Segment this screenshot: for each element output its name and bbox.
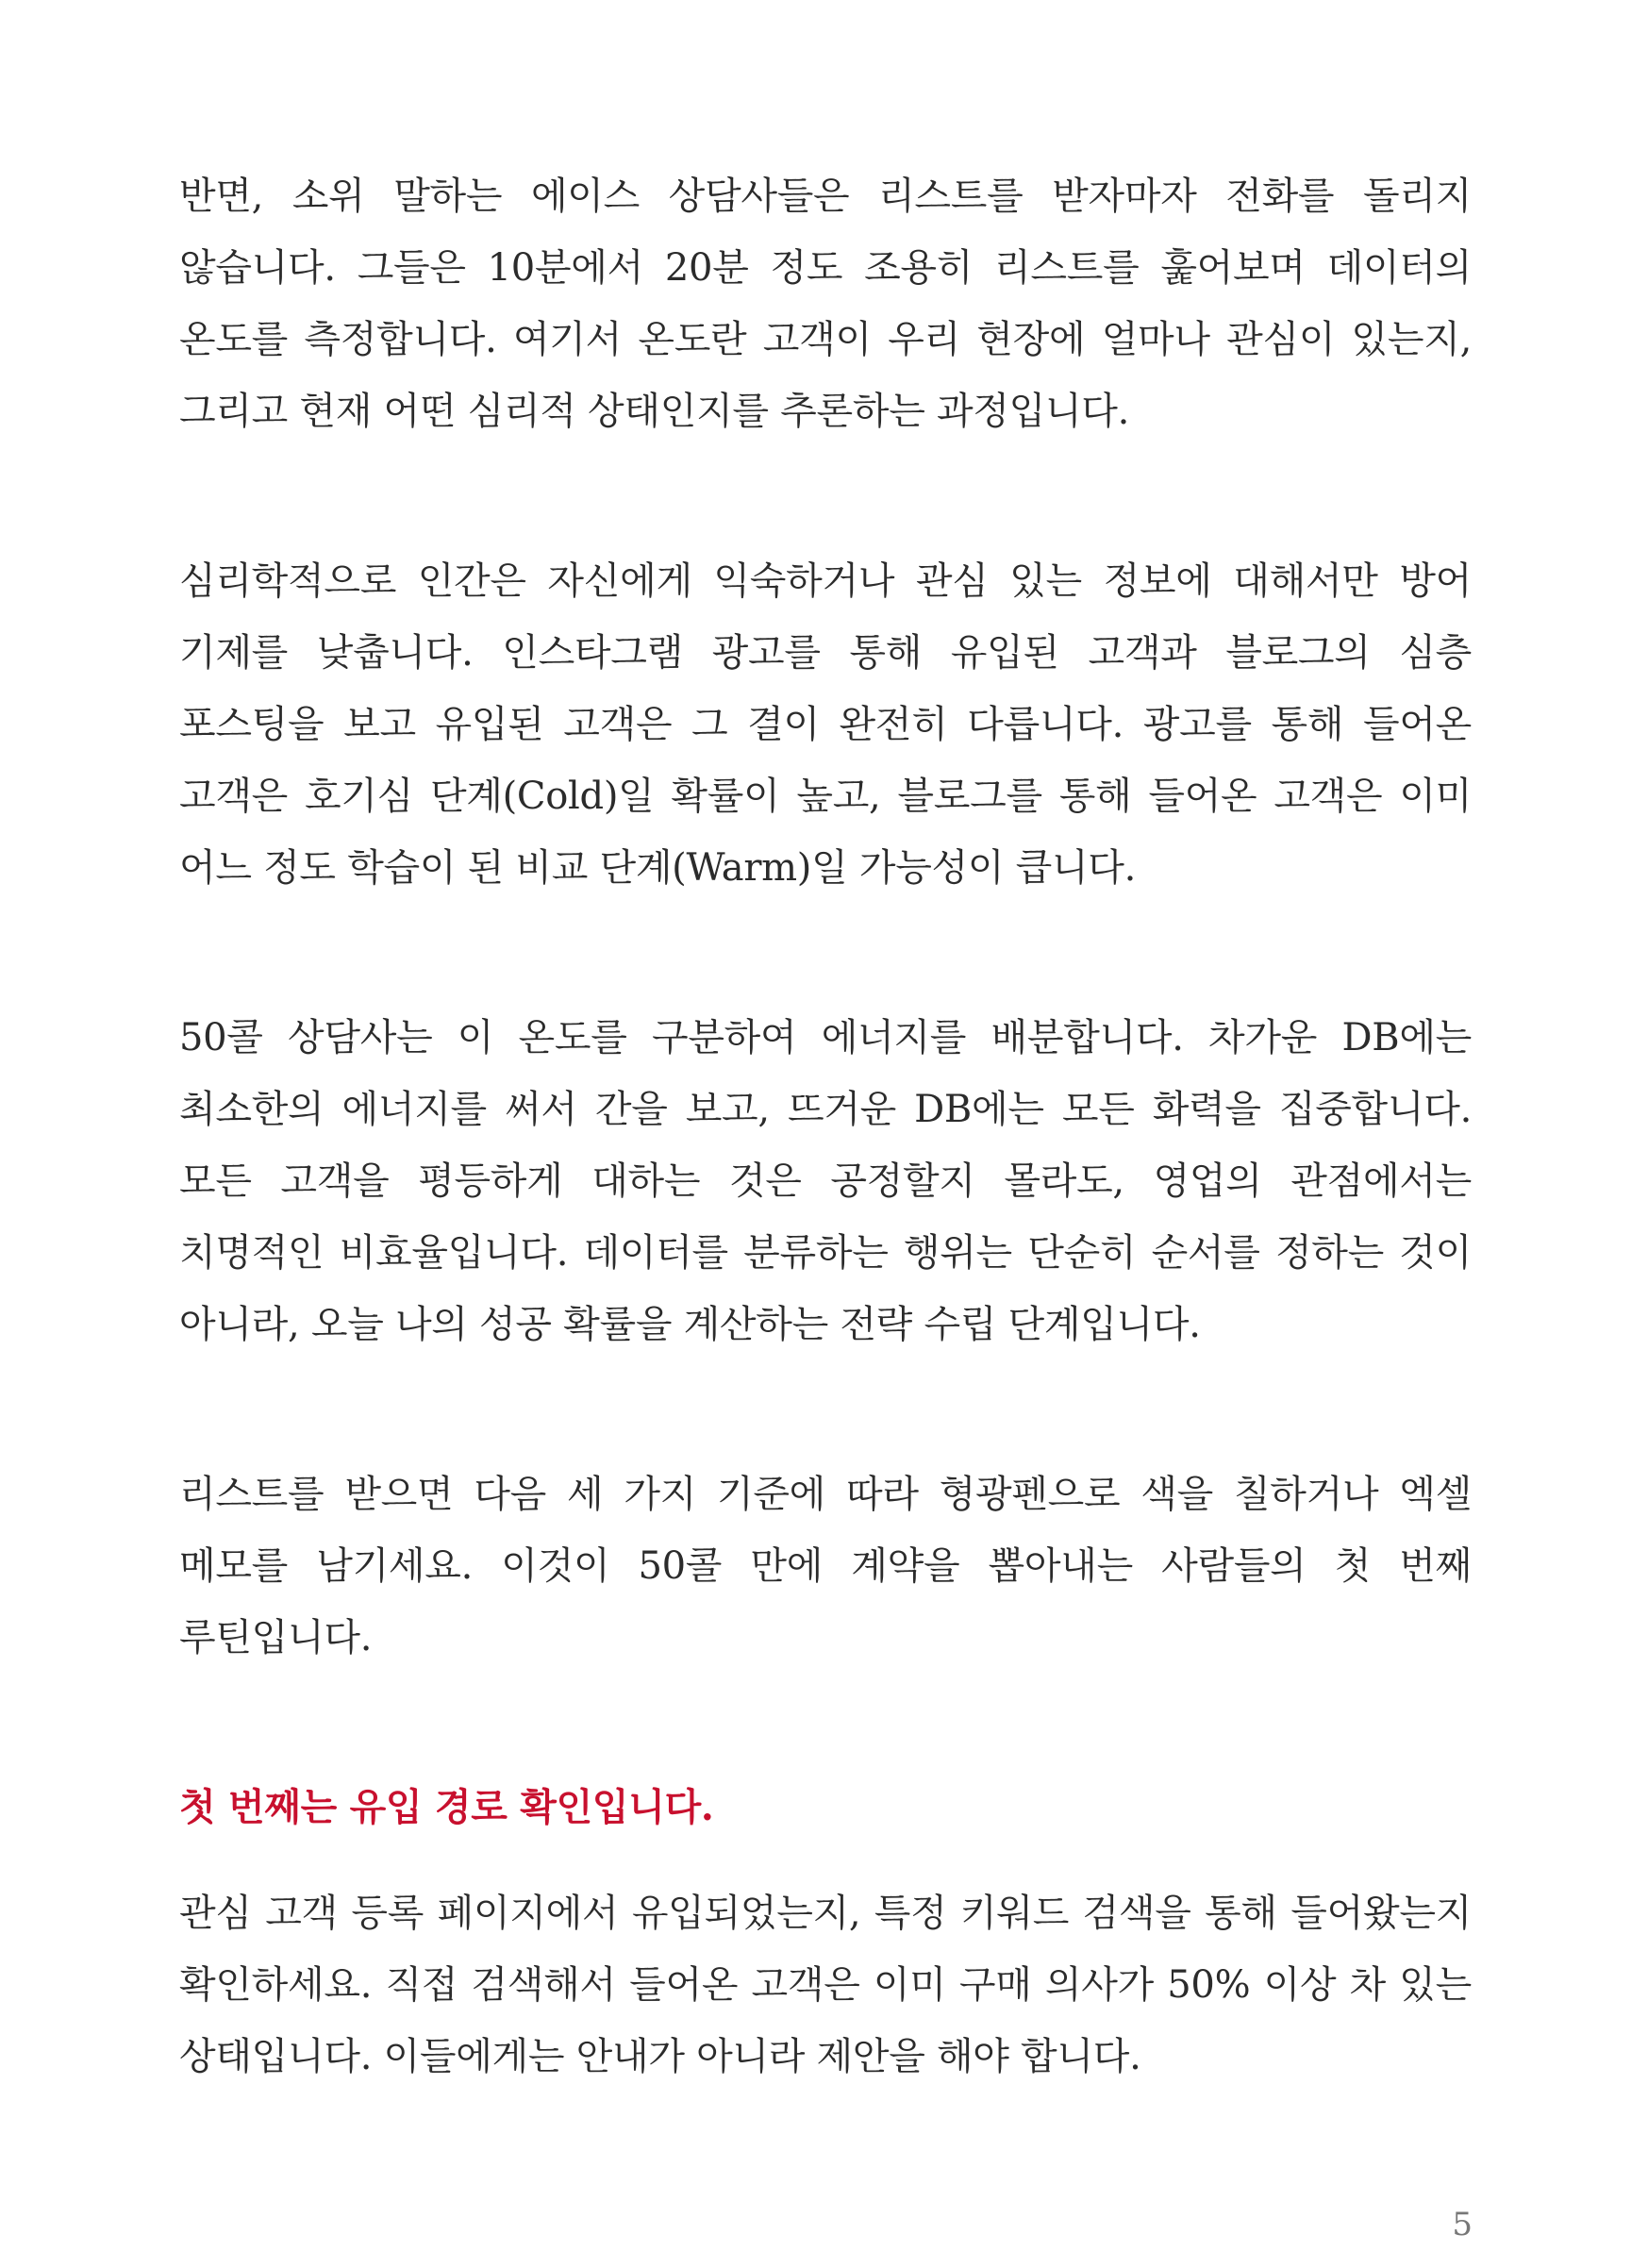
paragraph-energy-allocation: 50콜 상담사는 이 온도를 구분하여 에너지를 배분합니다. 차가운 DB에는 최소한의 에너지를 써서 간을 보고, 뜨거운 DB에는 모든 화력을 집중합니다. 모든 고객을 평등하게 대하는 것은 공정할지 몰라도, 영업의 관점에서는 치명적인 비효율입니다. 데이터를 분류하는 행위는 단순히 순서를 정하는 것이 아니라, 오늘 나의 성공 확률을 계산하는 전략 수립 단계입니다.: [179, 1016, 1472, 1346]
paragraph-ace-counselors: 반면, 소위 말하는 에이스 상담사들은 리스트를 받자마자 전화를 돌리지 않습니다. 그들은 10분에서 20분 정도 조용히 리스트를 훑어보며 데이터의 온도를 측정합니다. 여기서 온도란 고객이 우리 현장에 얼마나 관심이 있는지, 그리고 현재 어떤 심리적 상태인지를 추론하는 과정입니다.: [179, 175, 1472, 433]
section-heading: 첫 번째는 유입 경로 확인입니다.: [179, 1785, 714, 1829]
paragraph-list-criteria: 리스트를 받으면 다음 세 가지 기준에 따라 형광펜으로 색을 칠하거나 엑셀 메모를 남기세요. 이것이 50콜 만에 계약을 뽑아내는 사람들의 첫 번째 루틴입니다.: [179, 1473, 1472, 1659]
page-number: 5: [1452, 2206, 1473, 2243]
paragraph-inflow-route: 관심 고객 등록 페이지에서 유입되었는지, 특정 키워드 검색을 통해 들어왔는지 확인하세요. 직접 검색해서 들어온 고객은 이미 구매 의사가 50% 이상 차 있는 상태입니다. 이들에게는 안내가 아니라 제안을 해야 합니다.: [179, 1892, 1472, 2078]
page-content: [179, 160, 1472, 2093]
paragraph-psychology: 심리학적으로 인간은 자신에게 익숙하거나 관심 있는 정보에 대해서만 방어 기제를 낮춥니다. 인스타그램 광고를 통해 유입된 고객과 블로그의 심층 포스팅을 보고 유입된 고객은 그 결이 완전히 다릅니다. 광고를 통해 들어온 고객은 호기심 단계(Cold)일 확률이 높고, 블로그를 통해 들어온 고객은 이미 어느 정도 학습이 된 비교 단계(Warm)일 가능성이 큽니다.: [179, 559, 1472, 890]
